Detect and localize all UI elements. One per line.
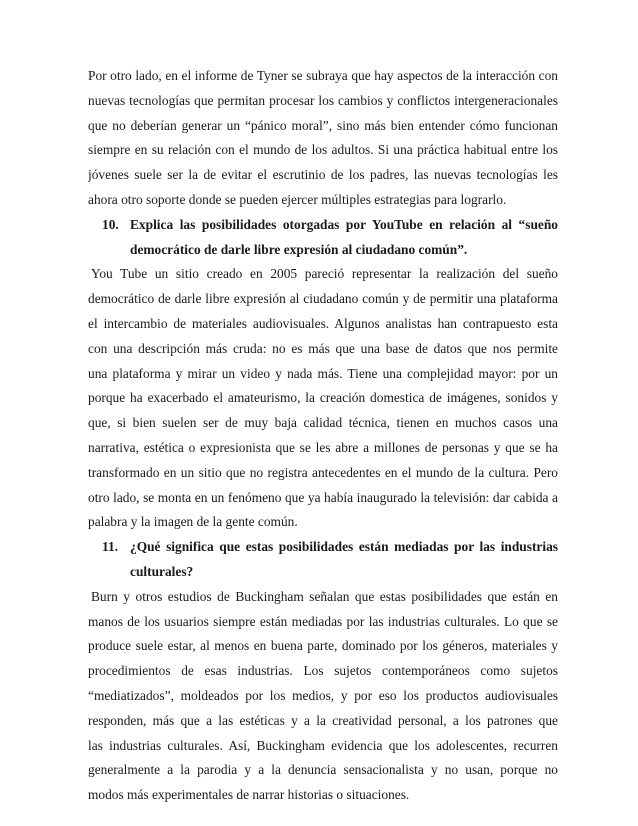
paragraph-youtube bbox=[88, 262, 558, 535]
text-line: responden, más que a las estéticas y a la creatividad personal, a los patrones que bbox=[88, 712, 558, 728]
question-10-line-1 bbox=[88, 213, 558, 238]
question-number: 10. bbox=[102, 216, 119, 232]
question-text: Explica las posibilidades otorgadas por YouTube en relación al “sueño bbox=[130, 216, 558, 232]
document-page bbox=[88, 64, 558, 808]
text-line: You Tube un sitio creado en 2005 pareció representar la realización del sueño bbox=[91, 266, 558, 282]
text-line: procedimientos de esas industrias. Los sujetos contemporáneos como sujetos bbox=[88, 663, 558, 679]
text-line: el intercambio de materiales audiovisuales. Algunos analistas han contrapuesto esta bbox=[88, 315, 558, 331]
question-text: ¿Qué significa que estas posibilidades están mediadas por las industrias bbox=[130, 539, 558, 555]
text-line: Por otro lado, en el informe de Tyner se subraya que hay aspectos de la interacción con bbox=[88, 68, 558, 83]
text-line: que no deberían generar un “pánico moral”, sino más bien entender cómo funcionan bbox=[88, 117, 558, 133]
text-line: siempre en su relación con el mundo de los adultos. Si una práctica habitual entre los bbox=[88, 142, 558, 158]
text-line: ahora otro soporte donde se pueden ejercer múltiples estrategias para lograrlo. bbox=[88, 191, 507, 207]
question-10 bbox=[88, 213, 558, 263]
text-line: narrativa, estética o expresionista que se les abre a millones de personas y que se ha bbox=[88, 439, 558, 455]
text-line: produce suele estar, al menos en buena parte, dominado por los géneros, materiales y bbox=[88, 638, 558, 654]
text-line: las industrias culturales. Así, Buckingham evidencia que los adolescentes, recurren bbox=[88, 737, 558, 753]
paragraph-buckingham bbox=[88, 585, 558, 808]
question-11 bbox=[88, 535, 558, 585]
text-line: “mediatizados”, moldeados por los medios, y por eso los productos audiovisuales bbox=[88, 687, 558, 703]
text-line: jóvenes suele ser la de evitar el escrutinio de los padres, las nuevas tecnologías les bbox=[88, 167, 558, 183]
text-line: nuevas tecnologías que permitan procesar los cambios y conflictos intergeneracionales bbox=[88, 92, 558, 108]
question-10-line-2: democrático de darle libre expresión al ciudadano común”. bbox=[130, 241, 468, 257]
question-11-line-1 bbox=[88, 535, 558, 560]
text-line: generalmente a la parodia y a la denuncia sensacionalista y no usan, porque no bbox=[88, 762, 558, 778]
question-number: 11. bbox=[102, 539, 118, 555]
text-line: Burn y otros estudios de Buckingham señalan que estas posibilidades que están en bbox=[91, 588, 558, 604]
text-line: una plataforma y mirar un video y nada más. Tiene una complejidad mayor: por un bbox=[88, 365, 558, 381]
text-line: transformado en un sitio que no registra antecedentes en el mundo de la cultura. Pero bbox=[88, 464, 558, 480]
paragraph-tyner bbox=[88, 64, 558, 213]
text-line: con una descripción más cruda: no es más que una base de datos que nos permite bbox=[88, 340, 558, 356]
text-line: otro lado, se monta en un fenómeno que ya había inaugurado la televisión: dar cabida a bbox=[88, 489, 558, 505]
text-line: porque ha exacerbado el amateurismo, la creación domestica de imágenes, sonidos y bbox=[88, 390, 558, 406]
text-line: que, si bien suelen ser de muy baja calidad técnica, tienen en muchos casos una bbox=[88, 415, 558, 431]
text-line: palabra y la imagen de la gente común. bbox=[88, 514, 298, 530]
question-11-line-2: culturales? bbox=[130, 563, 194, 579]
text-line: manos de los usuarios siempre están mediadas por las industrias culturales. Lo que se bbox=[88, 613, 558, 629]
text-line: democrático de darle libre expresión al ciudadano común y de permitir una plataforma bbox=[88, 291, 558, 307]
text-line: modos más experimentales de narrar historias o situaciones. bbox=[88, 787, 410, 803]
